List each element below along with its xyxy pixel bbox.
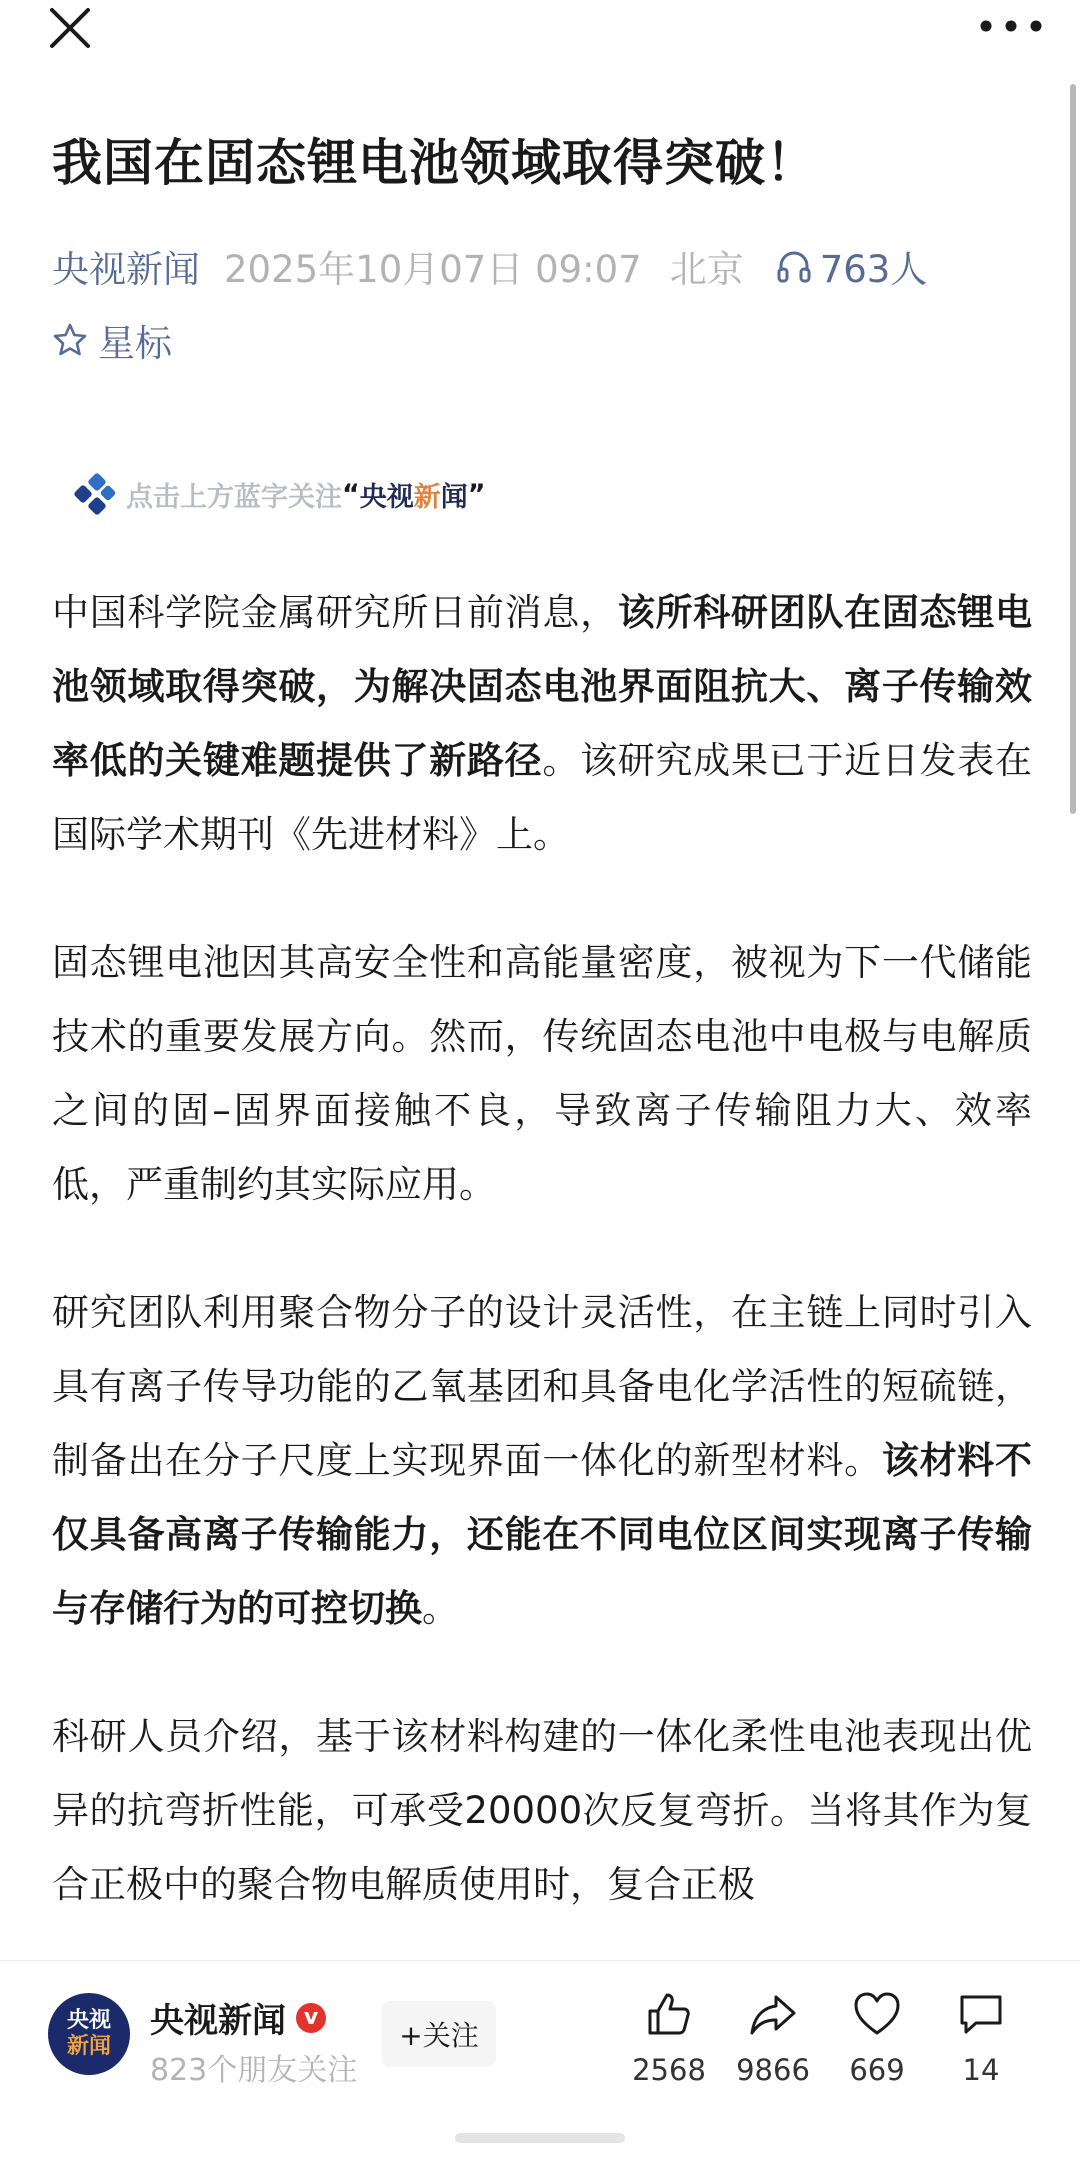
account-name: 央视新闻 [150, 2001, 286, 2041]
cctv-logo-icon [74, 473, 116, 515]
paragraph-text: 科研人员介绍，基于该材料构建的一体化柔性电池表现出优异的抗弯折性能，可承受20000次反复弯折。当将其作为复合正极中的聚合物电解质使用时，复合正极 [52, 1715, 1032, 1906]
paragraph-4 [52, 1700, 1032, 1922]
top-bar [0, 0, 1080, 60]
paragraph-2 [52, 926, 1032, 1222]
bottom-action-bar [0, 1960, 1080, 2160]
share-arrow-icon [748, 1989, 798, 2039]
banner-brand-part1: 央视 [359, 481, 414, 513]
follow-button[interactable]: +关注 [382, 2001, 496, 2067]
publish-location: 北京 [669, 248, 744, 291]
paragraph-text: 。 [422, 1587, 459, 1630]
paragraph-text: 中国科学院金属研究所日前消息， [52, 591, 618, 634]
heart-icon [852, 1989, 902, 2039]
paragraph-text: 固态锂电池因其高安全性和高能量密度，被视为下一代储能技术的重要发展方向。然而，传统固态电池中电极与电解质之间的固–固界面接触不良，导致离子传输阻力大、效率低，严重制约其实际应用。 [52, 941, 1032, 1206]
verified-badge-icon: v [296, 2003, 326, 2033]
account-name-row[interactable] [150, 1993, 326, 2042]
more-dots-icon [976, 8, 1046, 44]
share-button[interactable] [723, 1989, 823, 2087]
paragraph-1 [52, 576, 1032, 872]
article-meta [52, 236, 1032, 296]
home-indicator[interactable] [455, 2133, 625, 2143]
listen-count: 763人 [819, 248, 928, 291]
article-title: 我国在固态锂电池领域取得突破！ [52, 134, 817, 192]
favorite-count: 669 [849, 2053, 905, 2087]
banner-brand-part3: 闻 [440, 481, 468, 513]
paragraph-text: 。该研究成果已于近日发表在国际学术期刊《先进材料》上。 [52, 739, 1032, 856]
paragraph-3 [52, 1276, 1032, 1646]
account-avatar[interactable] [48, 1993, 130, 2075]
comment-button[interactable] [931, 1989, 1031, 2087]
banner-quote-close: ” [467, 478, 486, 510]
star-label: 星标 [98, 322, 172, 365]
star-button[interactable] [52, 310, 1032, 370]
scrollbar-thumb[interactable] [1070, 84, 1076, 814]
paragraph-text: 研究团队利用聚合物分子的设计灵活性，在主链上同时引入具有离子传导功能的乙氧基团和具备电化学活性的短硫链，制备出在分子尺度上实现界面一体化的新型材料。 [52, 1291, 1032, 1482]
avatar-text-line1: 央视 [66, 2008, 111, 2033]
publish-date: 2025年10月07日 09:07 [224, 248, 642, 291]
more-options-button[interactable] [976, 8, 1046, 44]
comment-bubble-icon [956, 1989, 1006, 2039]
paragraph-bold-text: 该所科研团队在固态锂电池领域取得突破，为解决固态电池界面阻抗大、离子传输效率低的关键难题提供了新路径 [52, 591, 1033, 782]
like-button[interactable] [619, 1989, 719, 2087]
scrollbar[interactable] [1066, 84, 1080, 814]
close-icon [46, 4, 94, 52]
favorite-button[interactable] [827, 1989, 927, 2087]
article [52, 128, 1032, 1976]
like-count: 2568 [632, 2053, 706, 2087]
follow-banner[interactable] [74, 464, 1032, 524]
avatar-text-line2: 新闻 [66, 2034, 111, 2059]
banner-hint-text: 点击上方蓝字关注 [126, 481, 342, 513]
article-body [52, 576, 1032, 1922]
source-link[interactable]: 央视新闻 [52, 248, 200, 291]
friends-following-count: 823个朋友关注 [150, 2053, 358, 2088]
star-outline-icon [52, 322, 88, 358]
paragraph-bold-text: 该材料不仅具备高离子传输能力，还能在不同电位区间实现离子传输与存储行为的可控切换 [52, 1439, 1033, 1630]
listen-button[interactable] [776, 239, 928, 293]
close-button[interactable] [46, 4, 94, 52]
headphones-icon [776, 249, 812, 283]
banner-brand-part2: 新 [413, 481, 441, 513]
share-count: 9866 [736, 2053, 810, 2087]
thumbs-up-icon [644, 1989, 694, 2039]
comment-count: 14 [962, 2053, 1000, 2087]
banner-quote-open: “ [342, 478, 360, 510]
